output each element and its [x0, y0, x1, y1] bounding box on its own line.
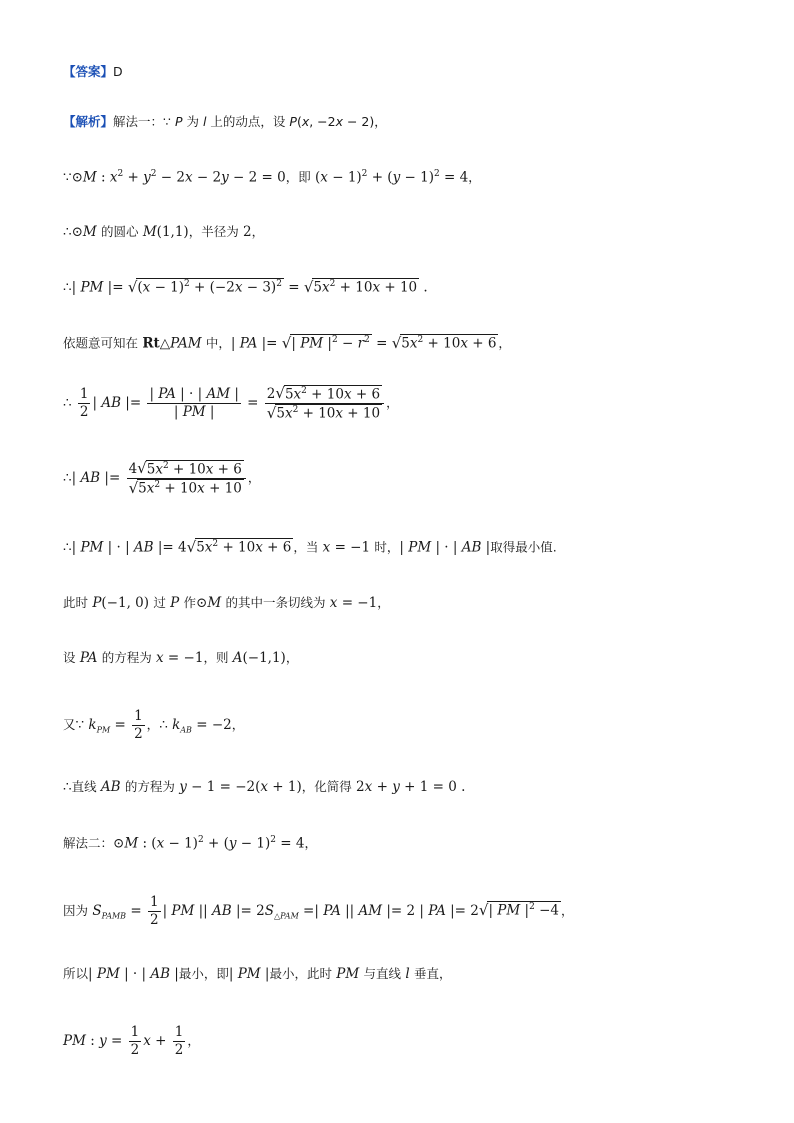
analysis-line-9: 此时 P(−1, 0) 过 P 作⊙M 的其中一条切线为 x = −1，	[63, 595, 390, 611]
analysis-line-14: 因为 $S_{PAMB}$ = $\frac{1}{2}$ | PM || AB |= $2S_{\triangle PAM}$ =| PA || AM |= 2 | PA |= 2√| PM $|^2 -4$ ，	[63, 894, 574, 928]
analysis-line-2: ∵⊙M : $x^2 + y^2 - 2x - 2y - 2 = 0$，即 $(x - 1)^2 + (y - 1)^2 = 4$，	[63, 169, 481, 186]
answer-value: D	[113, 64, 123, 79]
analysis-line-13: 解法二：⊙M : $(x - 1)^2 + (y - 1)^2 = 4$，	[63, 835, 317, 852]
analysis-line-15: 所以| PM | · | AB |最小，即| PM |最小，此时 PM 与直线 l 垂直，	[63, 966, 452, 982]
analysis-line-5: 依题意可知在 Rt△PAM 中，| PA |= √| PM $|^2 - r^2 = √5x^2 + 10x + 6$ ，	[63, 333, 511, 352]
analysis-tag: 【解析】	[63, 114, 114, 129]
analysis-line-6: ∴ $\frac{1}{2}$ | AB |= $\frac{| PA | \cdot | AM |}{| PM |}$ = $\frac{2√5x^2 + 10x + 6}{√5x^2 + 10x + 10}$ ，	[63, 384, 399, 422]
analysis-line-3: ∴⊙M 的圆心 M(1,1)，半径为 2，	[63, 224, 265, 240]
analysis-line-11: 又∵ $k_{PM}$ = $\frac{1}{2}$ ，∴ $k_{AB} = -2$，	[63, 708, 245, 742]
analysis-line-16: PM : y = $\frac{1}{2}$ x + $\frac{1}{2}$ ，	[63, 1024, 200, 1058]
analysis-line-12: ∴直线 AB 的方程为 y − 1 = −2(x + 1)，化简得 2x + y + 1 = 0 .	[63, 779, 466, 795]
analysis-line-1: 【解析】解法一：∵ P 为 l 上的动点，设 P(x, −2x − 2)，	[63, 114, 387, 129]
analysis-line-10: 设 PA 的方程为 x = −1，则 A(−1,1)，	[63, 650, 299, 666]
analysis-line-7: ∴| AB |= $\frac{4√5x^2 + 10x + 6}{√5x^2 + 10x + 10}$ ，	[63, 459, 261, 497]
answer-line	[63, 66, 123, 80]
answer-tag: 【答案】	[63, 64, 114, 79]
analysis-line-8: ∴| PM | · | AB |= $4√5x^2 + 10x + 6$ ，当 x = −1 时，| PM | · | AB |取得最小值.	[63, 537, 557, 556]
analysis-line-4: ∴| PM |= $√(x - 1)^2 + (-2x - 3)^2 = √5x^2 + 10x + 10$ .	[63, 277, 428, 296]
